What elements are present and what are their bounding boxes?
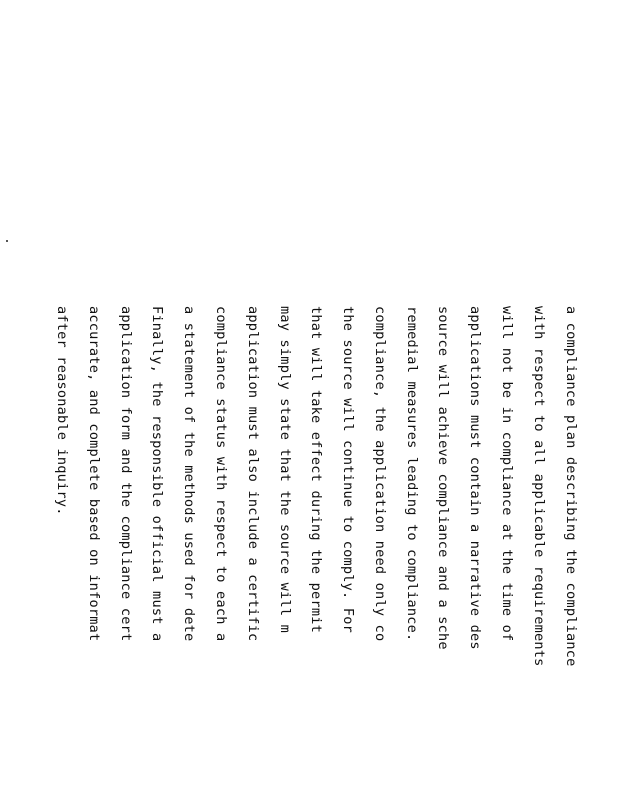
text-line: source will achieve compliance and a sche (435, 306, 452, 650)
text-line: that will take effect during the permit (308, 306, 325, 633)
text-line: applications must contain a narrative des (467, 306, 484, 650)
text-line: with respect to all applicable requirements (530, 306, 547, 667)
text-line: a compliance plan describing the compliance (562, 306, 579, 667)
text-line: will not be in compliance at the time of (499, 306, 516, 642)
text-line: accurate, and complete based on informat (85, 306, 102, 642)
text-line: application form and the compliance cert (117, 306, 134, 642)
text-line: Finally, the responsible official must a (149, 306, 166, 642)
paragraph-1 (35, 306, 596, 800)
text-line: compliance, the application need only co (371, 306, 388, 642)
paragraph-gap (0, 306, 14, 800)
document-body (54, 306, 618, 800)
text-line: may simply state that the source will m (276, 306, 293, 633)
text-line: after reasonable inquiry. (54, 306, 71, 516)
text-line: compliance status with respect to each a (213, 306, 230, 642)
text-line: application must also include a certific (244, 306, 261, 642)
text-line: remedial measures leading to compliance. (403, 306, 420, 642)
text-line: a statement of the methods used for dete (181, 306, 198, 642)
scan-speck (6, 240, 8, 242)
rotated-text-block (54, 306, 618, 800)
text-line: the source will continue to comply. For (340, 306, 357, 633)
